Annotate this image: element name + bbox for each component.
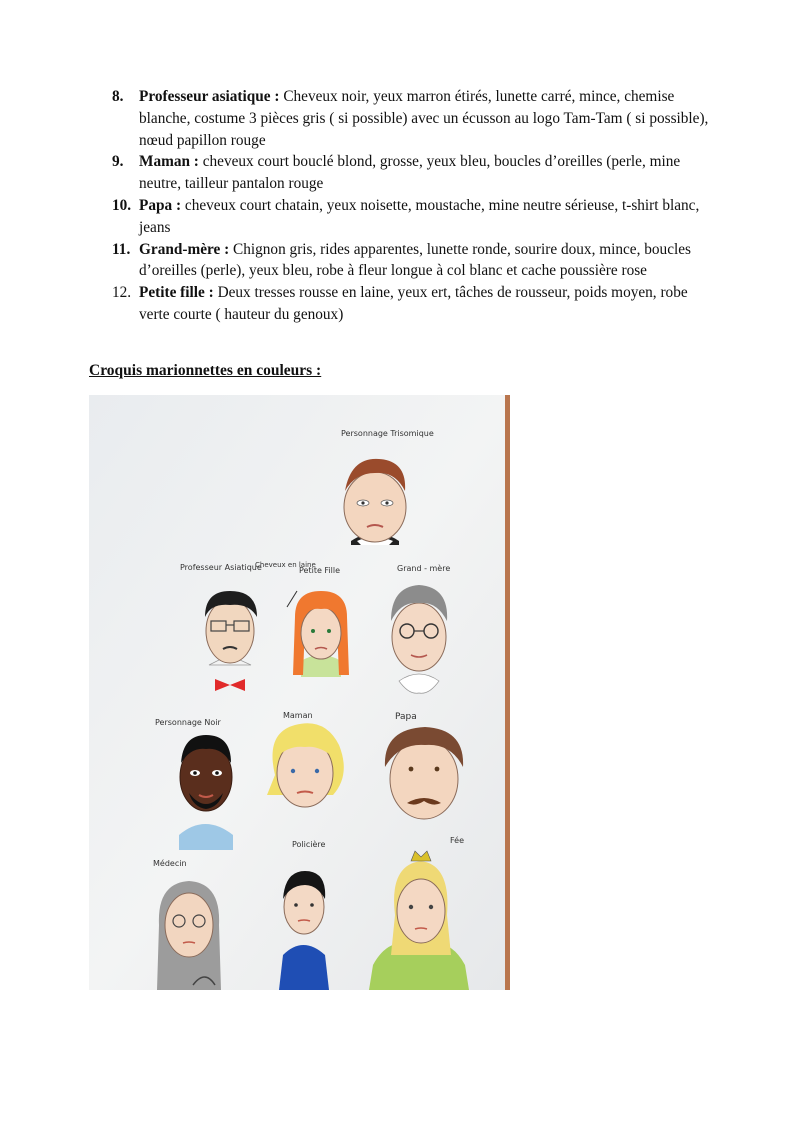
character-description: cheveux court bouclé blond, grosse, yeux bleu, boucles d’oreilles (perle, mine neutre, tailleur pantalon rouge	[139, 153, 681, 193]
section-title: Croquis marionnettes en couleurs :	[89, 362, 322, 379]
item-number: 8.	[112, 88, 124, 105]
sketch-label-policiere: Policière	[292, 840, 326, 849]
character-name: Papa :	[139, 196, 182, 214]
puppet-sketch-photo	[89, 395, 510, 990]
character-name: Maman :	[139, 153, 199, 171]
character-list	[112, 86, 712, 326]
item-number: 9.	[112, 153, 124, 171]
character-name: Petite fille :	[139, 284, 214, 302]
sketch-label-grand-mere: Grand - mère	[397, 564, 451, 573]
character-description: Chignon gris, rides apparentes, lunette ronde, sourire doux, mince, boucles d’oreilles (perle), yeux bleu, robe à fleur longue à col blanc et cache poussière rose	[139, 240, 691, 280]
list-item	[112, 239, 712, 283]
character-name: Professeur asiatique :	[139, 88, 280, 105]
list-item	[112, 151, 712, 195]
character-description: Deux tresses rousse en laine, yeux ert, tâches de rousseur, poids moyen, robe verte courte ( hauteur du genoux)	[139, 284, 688, 323]
character-description: Cheveux noir, yeux marron étirés, lunette carré, mince, chemise blanche, costume 3 pièces gris ( si possible) avec un écusson au logo Tam-Tam ( si possible), nœud papillon rouge	[139, 88, 709, 149]
list-item	[112, 195, 712, 239]
sketch-label-medecin: Médecin	[153, 859, 187, 868]
sketch-label-noir: Personnage Noir	[155, 718, 221, 727]
list-item	[112, 282, 712, 326]
sketch-label-cheveux: Cheveux en laine	[255, 561, 316, 569]
sketch-label-papa: Papa	[395, 712, 417, 722]
table-edge	[505, 395, 510, 990]
character-description: cheveux court chatain, yeux noisette, moustache, mine neutre sérieuse, t-shirt blanc, jeans	[139, 196, 700, 236]
item-number: 10.	[112, 196, 132, 214]
sketch-label-trisomique: Personnage Trisomique	[341, 429, 434, 438]
sketch-label-maman: Maman	[283, 711, 313, 720]
sketch-label-fee: Fée	[450, 836, 465, 845]
sketch-label-professeur: Professeur Asiatique	[180, 563, 262, 572]
item-number: 12.	[112, 284, 132, 302]
list-item	[112, 86, 712, 151]
character-name: Grand-mère :	[139, 240, 230, 258]
item-number: 11.	[112, 240, 131, 258]
sketch-label-petite-fille: Petite Fille	[299, 566, 341, 575]
